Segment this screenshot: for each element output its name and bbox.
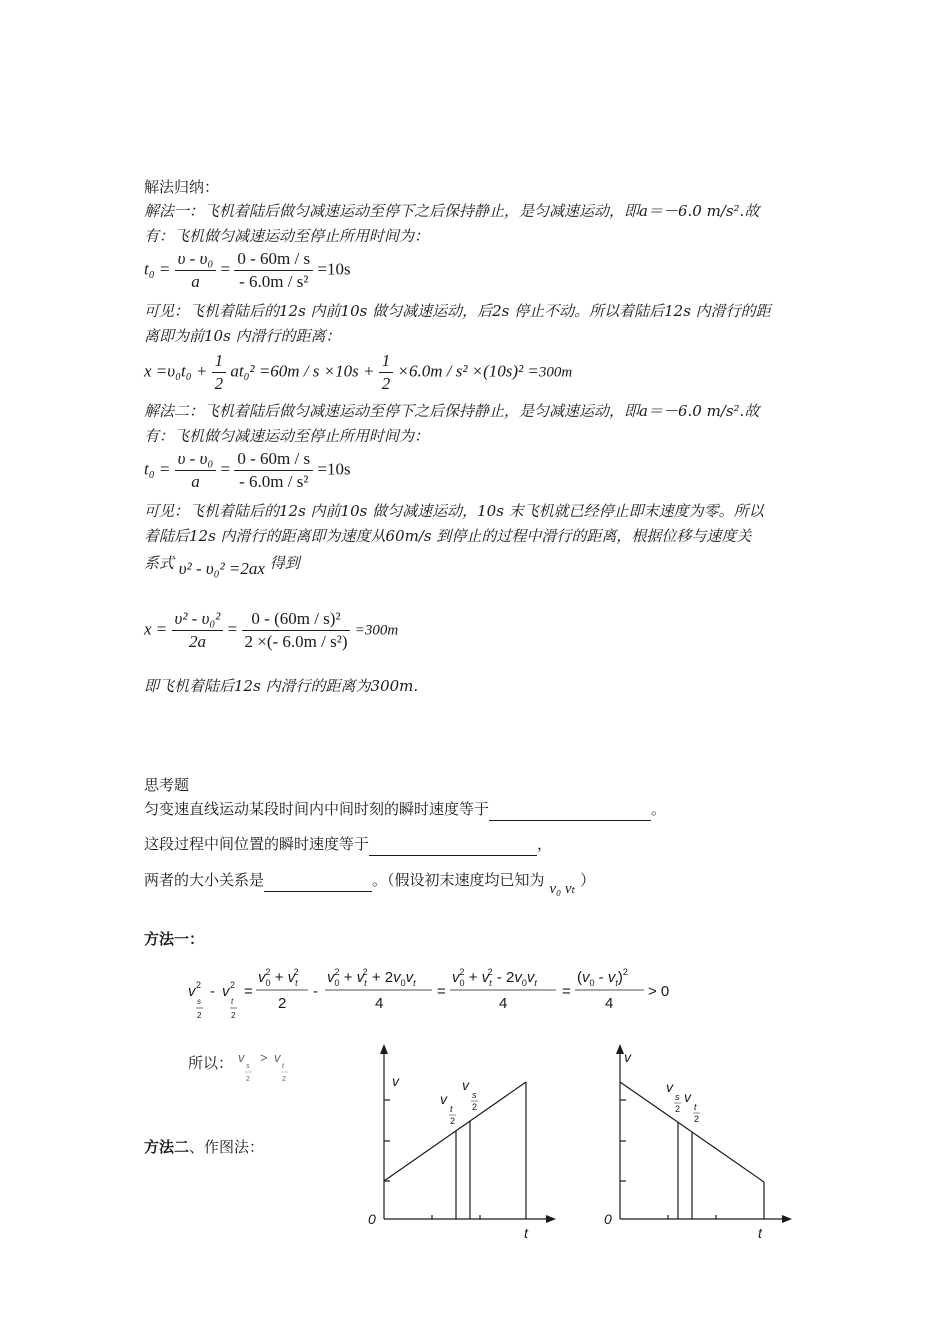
svg-text:v: v <box>188 983 196 1000</box>
vt-graph-accelerating <box>362 1040 572 1245</box>
v-axis-label: v <box>392 1073 399 1089</box>
v-axis-arrow <box>616 1044 624 1054</box>
svg-text:v02 + vt2 - 2v0vt: $v_02 + v_t2 - 2v_0v_t$ <box>452 967 537 988</box>
summary-heading: 解法归纳： <box>144 178 220 196</box>
answer-blank-1[interactable] <box>489 798 651 821</box>
v-axis-label: v <box>624 1049 631 1065</box>
method1-note-line1: 可见：飞机着陆后的12s 内前10s 做匀减速运动，后2s 停止不动。所以着陆后12s 内滑行的距 <box>144 302 771 320</box>
vt-half-label: v <box>684 1089 691 1105</box>
svg-text:2: 2 <box>196 980 202 990</box>
method1-note-line2: 离即为前10s 内滑行的距离： <box>144 327 341 345</box>
equation-x-method2: x = $\frac{\text{υ² - υ₀²}}{2a}$ = $\frac{\text{0 - (60m / s)²}}{\text{2 ×(- 6.0m / s²)}}$ =300m <box>144 609 399 651</box>
t-axis-label: t <box>524 1225 528 1241</box>
svg-text:2: 2 <box>246 1076 250 1083</box>
svg-text:2: 2 <box>278 995 287 1012</box>
svg-text:4: 4 <box>499 995 508 1012</box>
method-one-label: 方法一： <box>144 930 205 948</box>
method2-note-line1: 可见：飞机着陆后的12s 内前10s 做匀减速运动，10s 末飞机就已经停止即末速度为零。所以 <box>144 502 764 520</box>
svg-text:2: 2 <box>472 1102 478 1112</box>
svg-text:t: t <box>450 1104 453 1114</box>
svg-text:s: s <box>675 1092 680 1102</box>
svg-text:v02 + vt2 + 2v0vt: $v_02 + v_t2 + 2v_0v_t$ <box>327 967 416 988</box>
svg-text:=: = <box>437 983 446 1000</box>
svg-text:-: - <box>313 983 318 1000</box>
question-line3: 两者的大小关系是 。（假设初末速度均已知为 v₀ vₜ ） <box>144 871 596 897</box>
vs-half-label: v <box>462 1077 469 1093</box>
method1-intro-line2: 有：飞机做匀减速运动至停止所用时间为： <box>144 227 430 245</box>
method2-note-line2: 着陆后12s 内滑行的距离即为速度从60m/s 到停止的过程中滑行的距离，根据位移与速度关 <box>144 527 752 545</box>
svg-text:s: s <box>472 1090 477 1100</box>
vt-half-label: v <box>440 1091 447 1107</box>
svg-text:v: v <box>222 983 230 1000</box>
svg-text:v: v <box>238 1050 245 1065</box>
svg-text:t: t <box>231 997 234 1006</box>
svg-text:s: s <box>246 1063 250 1070</box>
method1-intro-line1: 解法一：飞机着陆后做匀减速运动至停下之后保持静止，是匀减速运动，即a＝－6.0 m/s².故 <box>144 202 760 220</box>
svg-text:2: 2 <box>230 980 236 990</box>
equation-t0-method1: t₀ = $\frac{\text{υ - υ₀}}{a}$ = $\frac{0 - 60m / s}{\text{- 6.0m / s²}}$ =10s <box>144 249 351 291</box>
svg-text:t: t <box>282 1063 284 1070</box>
equation-t0-method2: t₀ = $\frac{\text{υ - υ₀}}{a}$ = $\frac{0 - 60m / s}{\text{- 6.0m / s²}}$ =10s <box>144 449 351 491</box>
svg-text:=: = <box>244 983 253 1000</box>
equation-x-method1: x =υ₀t₀ + $\frac{1}{2}$ at₀² =60m / s ×10s + $\frac{1}{2}$ ×6.0m / s² ×(10s)² =300m <box>144 351 573 393</box>
svg-text:(v0 - vt)2: $(v_0 - v_t)^2$ <box>577 967 628 988</box>
therefore-inequality <box>232 1046 302 1088</box>
answer-blank-2[interactable] <box>369 833 537 856</box>
svg-text:2: 2 <box>694 1114 700 1124</box>
svg-text:=: = <box>562 983 571 1000</box>
svg-text:> 0: > 0 <box>648 983 670 1000</box>
method2-intro-line2: 有：飞机做匀减速运动至停止所用时间为： <box>144 427 430 445</box>
svg-text:2: 2 <box>675 1104 681 1114</box>
svg-text:v: v <box>274 1050 281 1065</box>
t-axis-arrow <box>546 1215 556 1223</box>
svg-text:-: - <box>210 983 215 1000</box>
method2-note-line3: 系式 υ² - υ₀² =2ax 得到 <box>144 554 300 578</box>
origin-label: 0 <box>604 1211 612 1227</box>
svg-text:v02 + vt2: $v_02 + v_t2$ <box>258 967 299 988</box>
svg-text:2: 2 <box>450 1116 456 1126</box>
question-line2: 这段过程中间位置的瞬时速度等于 ， <box>144 833 552 856</box>
question-heading: 思考题 <box>144 776 190 794</box>
vs-half-label: v <box>666 1079 673 1095</box>
t-axis-label: t <box>758 1225 762 1241</box>
v-axis-arrow <box>380 1044 388 1054</box>
svg-text:t: t <box>694 1102 697 1112</box>
method-two-label: 方法二、作图法： <box>144 1138 265 1156</box>
svg-text:2: 2 <box>282 1076 286 1083</box>
svg-text:>: > <box>260 1050 268 1065</box>
method1-inequality <box>180 962 700 1028</box>
svg-text:2: 2 <box>197 1011 202 1020</box>
svg-text:4: 4 <box>375 995 384 1012</box>
origin-label: 0 <box>368 1211 376 1227</box>
svg-text:2: 2 <box>231 1011 236 1020</box>
svg-text:s: s <box>197 997 201 1006</box>
therefore-label: 所以： <box>188 1054 234 1072</box>
velocity-line <box>384 1082 526 1181</box>
vt-graph-decelerating <box>598 1040 808 1245</box>
answer-blank-3[interactable] <box>264 869 372 892</box>
svg-text:4: 4 <box>605 995 614 1012</box>
method2-intro-line1: 解法二：飞机着陆后做匀减速运动至停下之后保持静止，是匀减速运动，即a＝－6.0 m/s².故 <box>144 402 760 420</box>
question-line1: 匀变速直线运动某段时间内中间时刻的瞬时速度等于 。 <box>144 798 666 821</box>
t-axis-arrow <box>782 1215 792 1223</box>
conclusion: 即飞机着陆后12s 内滑行的距离为300m. <box>144 677 419 695</box>
